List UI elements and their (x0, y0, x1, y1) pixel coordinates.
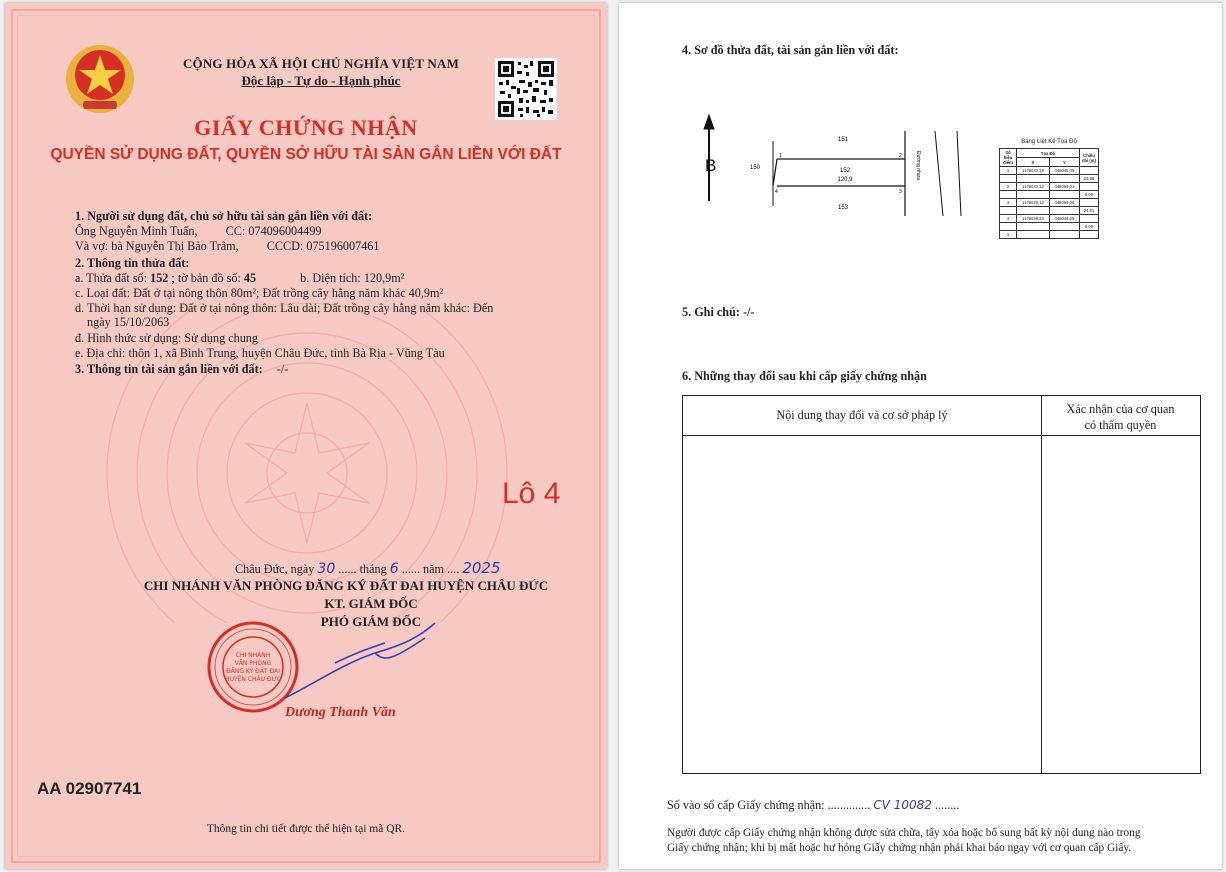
certificate-title: GIẤY CHỨNG NHẬN (194, 115, 418, 140)
changes-table (682, 395, 1201, 774)
coord-cell: 446069,06 (1049, 199, 1079, 207)
coord-cell (1080, 199, 1099, 207)
parcel-diagram (695, 111, 975, 221)
date-day: 30 (317, 561, 336, 577)
coord-cell: 1176033,19 (1017, 167, 1050, 175)
issuing-office: CHI NHÁNH VĂN PHÒNG ĐĂNG KÝ ĐẤT ĐAI HUYỆN CHÂU ĐỨC (143, 578, 549, 593)
section6-heading: 6. Những thay đổi sau khi cấp giấy chứng nhận (682, 369, 927, 383)
coord-row (1000, 183, 1099, 191)
coord-cell (1000, 207, 1017, 215)
label-153: 153 (837, 205, 849, 211)
issue-date: Châu Đức, ngày 30 ...... tháng 6 ...... năm .... 2025 (235, 559, 501, 577)
coord-cell (1080, 231, 1099, 239)
svg-text:CHI NHÁNH: CHI NHÁNH (235, 652, 271, 659)
coord-header-length: Chiều dài (m) (1080, 149, 1099, 167)
coord-header-y: Y (1049, 158, 1079, 167)
usage-form: đ. Hình thức sử dụng: Sử dụng chung (75, 331, 258, 345)
section5-heading: 5. Ghi chú: (682, 305, 740, 319)
section5-value: -/- (742, 305, 755, 319)
label-area: 120,9 (837, 177, 853, 183)
map-number: 45 (243, 271, 257, 285)
notice-line1: Người được cấp Giấy chứng nhận không được sửa chữa, tẩy xóa hoặc bổ sung bất kỳ nội dung nào trong (667, 827, 1141, 839)
coord-cell: 446044,25 (1049, 215, 1079, 223)
coord-table-title: Bảng Liệt Kê Tọa Độ (1021, 139, 1077, 145)
serial-number: AA 02907741 (37, 779, 142, 798)
register-row: Số vào sổ cấp Giấy chứng nhận: .............. CV 10082 ........ (667, 798, 960, 812)
owner2-name: Và vợ: bà Nguyễn Thị Bảo Trâm, (75, 239, 239, 253)
coord-header-x: X (1017, 158, 1050, 167)
usage-term-line2: ngày 15/10/2063 (87, 315, 170, 329)
position-deputy-director: KT. GIÁM ĐỐC (324, 596, 418, 611)
vertex-4: 4 (775, 189, 778, 195)
coord-cell: 23,96 (1080, 175, 1099, 183)
owner1-id-label: CC: (225, 224, 246, 238)
coord-cell (1080, 167, 1099, 175)
north-letter: B (705, 156, 717, 175)
coord-row (1000, 223, 1099, 231)
coord-cell: 3 (1000, 199, 1017, 207)
svg-text:VĂN PHÒNG: VĂN PHÒNG (234, 660, 272, 667)
confirmation-line1: Xác nhận của cơ quan (1066, 402, 1175, 416)
national-motto: Độc lập - Tự do - Hạnh phúc (241, 73, 401, 88)
owner1-row (75, 224, 322, 238)
section3-row (75, 362, 288, 376)
certificate-front-page (5, 3, 607, 869)
register-number: CV 10082 (873, 798, 932, 812)
date-place: Châu Đức, ngày (235, 562, 315, 576)
section1-heading: 1. Người sử dụng đất, chủ sở hữu tài sản gắn liền với đất: (75, 209, 373, 223)
road-label: Đường nhựa (915, 151, 921, 180)
coord-row (1000, 207, 1099, 215)
register-label: Số vào sổ cấp Giấy chứng nhận: (667, 798, 825, 812)
position-vice-director: PHÓ GIÁM ĐỐC (320, 614, 422, 629)
section4-heading: 4. Sơ đồ thửa đất, tài sản gắn liền với đất: (682, 43, 899, 57)
coord-cell: 1 (1000, 167, 1017, 175)
coord-row (1000, 175, 1099, 183)
coord-cell: 1176028,12 (1017, 199, 1050, 207)
label-152: 152 (839, 168, 851, 174)
signature-scribble (275, 603, 445, 703)
svg-text:ĐĂNG KÝ ĐẤT ĐAI: ĐĂNG KÝ ĐẤT ĐAI (226, 668, 280, 675)
coord-cell (1080, 183, 1099, 191)
coord-cell (1017, 223, 1050, 231)
coord-cell (1049, 175, 1079, 183)
coord-row (1000, 191, 1099, 199)
coord-cell (1000, 223, 1017, 231)
section3-value: -/- (276, 362, 289, 376)
coord-cell (1017, 207, 1050, 215)
confirmation-line2: có thẩm quyền (1084, 418, 1157, 432)
land-type: c. Loại đất: Đất ở tại nông thôn 80m²; Đất trồng cây hằng năm khác 40,9m² (75, 286, 444, 300)
coord-cell: 1 (1000, 231, 1017, 239)
date-month-label: tháng (359, 562, 387, 576)
parcel-label: a. Thửa đất số: (75, 271, 148, 285)
owner1-id: 074096004499 (248, 224, 322, 238)
date-year-label: năm (423, 562, 445, 576)
area-label: b. Diện tích: (300, 271, 361, 285)
parcel-row (75, 271, 404, 285)
owner2-id: 075196007461 (306, 239, 380, 253)
coord-header-point: Số hiệu điểm (1000, 149, 1017, 167)
legal-notice (667, 826, 1140, 856)
date-month: 6 (389, 561, 399, 577)
coord-cell (1080, 215, 1099, 223)
date-year: 2025 (462, 559, 501, 577)
coord-cell: 24,81 (1080, 207, 1099, 215)
usage-term-line1: d. Thời hạn sử dụng: Đất ở tại nông thôn: Lâu dài; Đất trồng cây hằng năm khác: Đến (75, 301, 494, 315)
owner2-id-label: CCCD: (266, 239, 304, 253)
changes-table-divider (1041, 396, 1042, 773)
country-name: CỘNG HÒA XÃ HỘI CHỦ NGHĨA VIỆT NAM (182, 56, 460, 71)
coordinate-table (999, 148, 1099, 239)
coord-cell: 1176033,12 (1017, 183, 1050, 191)
coord-cell (1049, 223, 1079, 231)
notice-line2: Giấy chứng nhận; khi bị mất hoặc hư hỏng Giấy chứng nhận phải khai báo ngay với cơ quan cấp Giấy. (667, 842, 1132, 854)
vertex-1: 1 (779, 153, 782, 159)
svg-text:HUYỆN CHÂU ĐỨC: HUYỆN CHÂU ĐỨC (225, 676, 281, 683)
parcel-address: e. Địa chỉ: thôn 1, xã Bình Trung, huyện Châu Đức, tỉnh Bà Rịa - Vũng Tàu (75, 346, 445, 360)
certificate-subtitle: QUYỀN SỬ DỤNG ĐẤT, QUYỀN SỞ HỮU TÀI SẢN GẮN LIỀN VỚI ĐẤT (50, 146, 562, 163)
certificate-back-page (619, 3, 1222, 869)
coord-cell: 5,00 (1080, 191, 1099, 199)
coord-cell: 1176028,24 (1017, 215, 1050, 223)
owner1-name: Ông Nguyễn Minh Tuấn, (75, 224, 198, 238)
signer-name: Dương Thanh Văn (285, 705, 396, 720)
owner2-row (75, 239, 379, 253)
changes-col-confirmation (1041, 401, 1200, 433)
label-150: 150 (749, 165, 761, 171)
coord-cell (1049, 207, 1079, 215)
area-value: 120,9m² (363, 271, 405, 285)
coord-cell: 4 (1000, 215, 1017, 223)
vertex-2: 2 (899, 153, 902, 159)
coord-row (1000, 199, 1099, 207)
coord-cell (1017, 191, 1050, 199)
parcel-number: 152 (150, 271, 169, 285)
coord-cell: 5,00 (1080, 223, 1099, 231)
coord-header-coords: Tọa Độ (1017, 149, 1080, 158)
changes-col-content: Nội dung thay đổi và cơ sở pháp lý (776, 408, 948, 422)
lot-label: Lô 4 (502, 477, 561, 510)
coord-cell (1017, 231, 1050, 239)
vertex-3: 3 (899, 189, 902, 195)
coord-cell: 446069,01 (1049, 183, 1079, 191)
section5-row (682, 305, 754, 320)
coord-cell: 446045,05 (1049, 167, 1079, 175)
coord-row (1000, 231, 1099, 239)
section3-heading: 3. Thông tin tài sản gắn liền với đất: (75, 362, 263, 376)
map-label: ; tờ bản đồ số: (171, 271, 241, 285)
label-151: 151 (837, 137, 849, 143)
section2-heading: 2. Thông tin thửa đất: (75, 256, 190, 270)
changes-table-header-line (683, 435, 1200, 436)
coord-cell (1049, 231, 1079, 239)
coord-row (1000, 167, 1099, 175)
coord-cell (1049, 191, 1079, 199)
coord-cell: 2 (1000, 183, 1017, 191)
coord-cell (1000, 175, 1017, 183)
qr-footer-note: Thông tin chi tiết được thể hiện tại mã QR. (206, 823, 406, 835)
coord-cell (1017, 175, 1050, 183)
qr-code[interactable] (495, 58, 557, 120)
coord-cell (1000, 191, 1017, 199)
coord-row (1000, 215, 1099, 223)
